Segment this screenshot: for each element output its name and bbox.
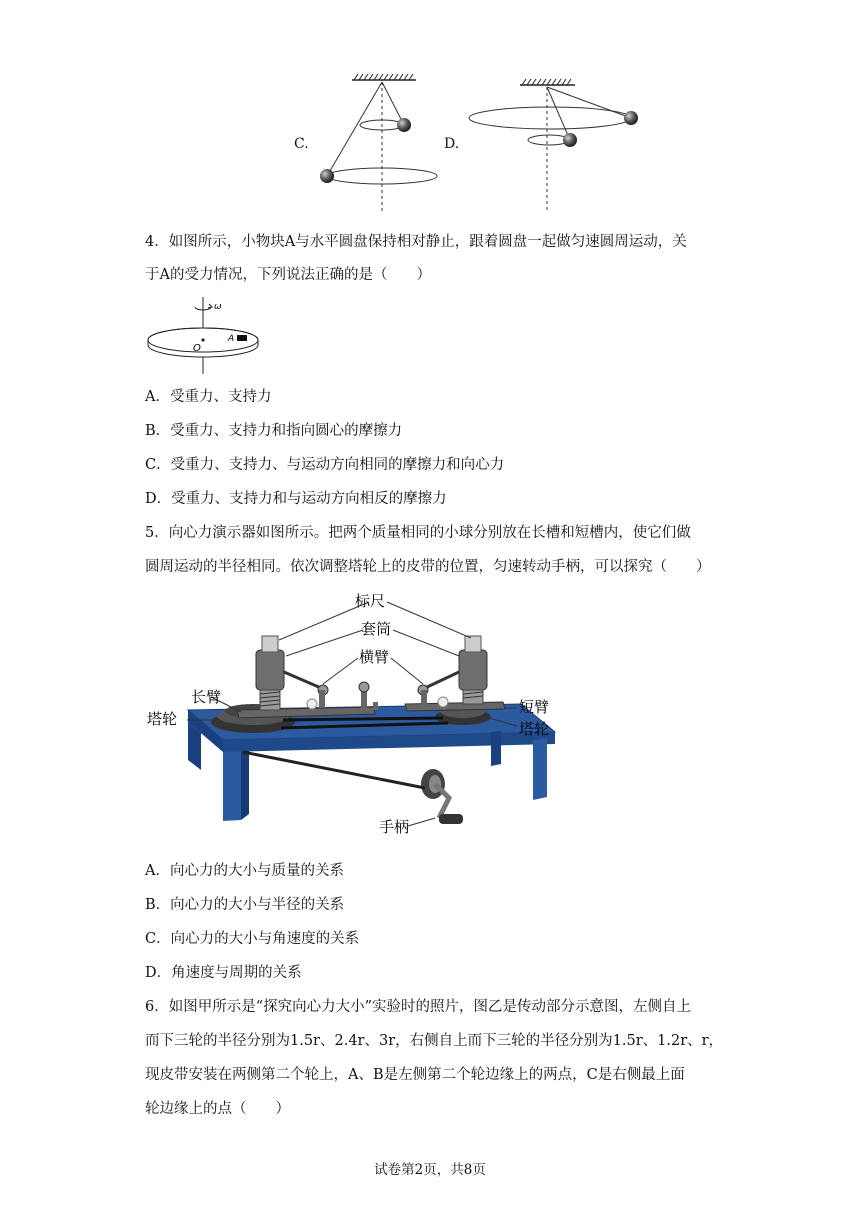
label-ruler: 标尺 xyxy=(355,592,386,610)
label-sleeve: 套筒 xyxy=(361,620,392,638)
label-tower-wheel-left: 塔轮 xyxy=(147,710,178,728)
omega-label: ω xyxy=(214,302,222,312)
q5-option-b: B．向心力的大小与半径的关系 xyxy=(145,897,345,913)
q6-stem-line-2: 而下三轮的半径分别为1.5r、2.4r、3r，右侧自上而下三轮的半径分别为1.5r、1.2r、r， xyxy=(145,1033,724,1049)
figure-c-label: C. xyxy=(294,136,309,152)
q5-option-d: D．角速度与周期的关系 xyxy=(145,965,302,981)
q4-stem-line-2: 于A的受力情况，下列说法正确的是（ ） xyxy=(145,267,431,283)
conical-pendulum-d-diagram xyxy=(465,75,655,215)
q5-option-a: A．向心力的大小与质量的关系 xyxy=(145,863,344,879)
label-short-arm: 短臂 xyxy=(519,698,550,716)
q6-stem-line-3: 现皮带安装在两侧第二个轮上，A、B是左侧第二个轮边缘上的两点，C是右侧最上面 xyxy=(145,1067,685,1083)
page-footer: 试卷第2页，共8页 xyxy=(374,1162,486,1178)
q6-stem-line-4: 轮边缘上的点（ ） xyxy=(145,1101,290,1117)
block-label: A xyxy=(228,334,235,344)
q6-stem-line-1: 6．如图甲所示是“探究向心力大小”实验时的照片，图乙是传动部分示意图，左侧自上 xyxy=(145,999,692,1015)
q4-option-b: B．受重力、支持力和指向圆心的摩擦力 xyxy=(145,423,403,439)
q5-stem-line-2: 圆周运动的半径相同。依次调整塔轮上的皮带的位置，匀速转动手柄，可以探究（ ） xyxy=(145,559,711,575)
q4-option-c: C．受重力、支持力、与运动方向相同的摩擦力和向心力 xyxy=(145,457,505,473)
label-handle: 手柄 xyxy=(379,818,410,836)
figure-d xyxy=(465,75,655,215)
centripetal-force-apparatus-figure xyxy=(143,592,563,842)
label-tower-wheel-right: 塔轮 xyxy=(519,720,550,738)
q4-option-a: A．受重力、支持力 xyxy=(145,389,272,405)
label-long-arm: 长臂 xyxy=(191,688,222,706)
q4-stem-line-1: 4．如图所示，小物块A与水平圆盘保持相对静止，跟着圆盘一起做匀速圆周运动，关 xyxy=(145,234,687,250)
center-label: O xyxy=(193,343,201,354)
figure-c xyxy=(290,70,450,215)
q5-stem-line-1: 5．向心力演示器如图所示。把两个质量相同的小球分别放在长槽和短槽内，使它们做 xyxy=(145,525,691,541)
label-crossbar: 横臂 xyxy=(359,648,390,666)
q5-option-c: C．向心力的大小与角速度的关系 xyxy=(145,931,360,947)
figure-d-label: D. xyxy=(444,136,460,152)
block-a xyxy=(237,335,247,341)
q4-option-d: D．受重力、支持力和与运动方向相反的摩擦力 xyxy=(145,491,447,507)
conical-pendulum-c-diagram xyxy=(290,70,450,215)
q4-disk-figure xyxy=(143,295,273,375)
